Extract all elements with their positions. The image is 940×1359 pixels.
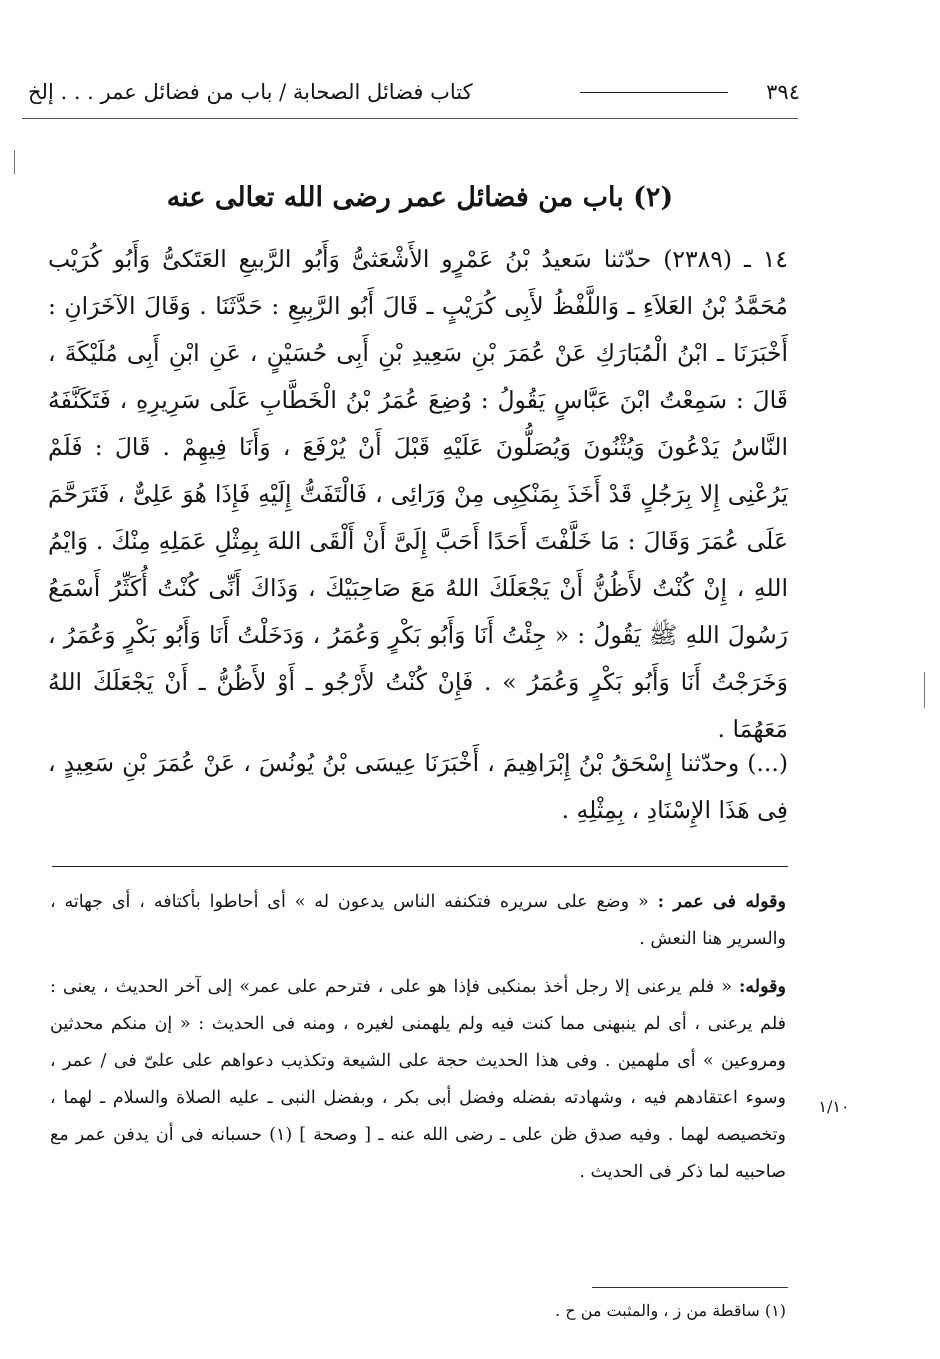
margin-mark [14,150,15,174]
commentary-lead: وقوله فى عمر : [657,892,786,912]
margin-mark [924,672,925,708]
header-dash-rule [580,92,728,93]
footnote-divider [592,1287,788,1288]
commentary-text: « فلم يرعنى إلا رجل أخذ بمنكبى فإذا هو على ، فترحم على عمر» إلى آخر الحديث ، يعنى : فلم يرعنى ، أى لم ينبهنى مما كنت فيه ولم يلهمنى لغيره ، ومنه فى الحديث : « إن منكم محدثين ومروعين » أى ملهمين . وفى هذا الحديث حجة على الشيعة وتكذيب دعواهم على علىّ فى / عمر ، وسوء اعتقادهم فيه ، وشهادته بفضله وفضل أبى بكر ، وبفضل النبى ـ عليه الصلاة والسلام ـ لهما ، وتخصيصه لهما . وفيه صدق ظن على ـ رضى الله عنه ـ [ وصحة ] (١) حسبانه فى أن يدفن عمر مع صاحبيه لما ذكر فى الحديث . [50,977,786,1182]
running-header [28,72,800,112]
header-divider [22,118,798,119]
margin-reference: ١/١٠ [818,1097,850,1116]
commentary-divider [52,866,788,867]
commentary-paragraph [50,969,786,1191]
commentary-lead: وقوله: [738,977,786,997]
running-title: كتاب فضائل الصحابة / باب من فضائل عمر . . . إلخ [28,80,473,104]
commentary-paragraph [50,884,786,958]
hadith-chain-paragraph: (...) وحدّثنا إِسْحَقُ بْنُ إِبْرَاهِيمَ ، أَخْبَرَنَا عِيسَى بْنُ يُونُسَ ، عَنْ عُمَرَ بْنِ سَعِيدٍ ، فِى هَذَا الإِسْنَادِ ، بِمِثْلِهِ . [48,749,788,824]
hadith-paragraph: ١٤ ـ (٢٣٨٩) حدّثنا سَعيدُ بْنُ عَمْرٍو الأَشْعَثىُّ وَأَبُو الرَّبيعِ العَتَكىُّ وَأَبُو كُرَيْب مُحَمَّدُ بْنُ العَلاَءِ ـ وَاللَّفْظُ لأَبِى كُرَيْبٍ ـ قَالَ أَبُو الرَّبِيعِ : حَدَّثَنَا . وَقَالَ الآخَرَانِ : أَخْبَرَنَا ـ ابْنُ الْمُبَارَكِ عَنْ عُمَرَ بْنِ سَعِيدِ بْنِ أَبِى حُسَيْنٍ ، عَنِ ابْنِ أَبِى مُلَيْكَةَ ، قَالَ : سَمِعْتُ ابْنَ عَبَّاسٍ يَقُولُ : وُضِعَ عُمَرُ بْنُ الْخَطَّابِ عَلَى سَرِيرِهِ ، فَتَكَنَّفَهُ النَّاسُ يَدْعُونَ وَيُثْنُونَ وَيُصَلُّونَ عَلَيْهِ قَبْلَ أَنْ يُرْفَعَ ، وَأَنَا فِيهِمْ . قَالَ : فَلَمْ يَرُعْنِى إِلا بِرَجُلٍ قَدْ أَخَذَ بِمَنْكِبِى مِنْ وَرَائِى ، فَالْتَفَتُّ إِلَيْهِ فَإِذَا هُوَ عَلِىٌّ ، فَتَرَحَّمَ عَلَى عُمَرَ وَقَالَ : مَا خَلَّفْتَ أَحَدًا أَحَبَّ إِلَىَّ أَنْ أَلْقَى اللهَ بِمِثْلِ عَمَلِهِ مِنْكَ . وَايْمُ اللهِ ، إِنْ كُنْتُ لأَظُنُّ أَنْ يَجْعَلَكَ اللهُ مَعَ صَاحِبَيْكَ ، وَذَاكَ أَنِّى كُنْتُ أُكَثِّرُ أَسْمَعُ رَسُولَ اللهِ ﷺ يَقُولُ : « جِئْتُ أَنَا وَأَبُو بَكْرٍ وَعُمَرُ ، وَدَخَلْتُ أَنَا وَأَبُو بَكْرٍ وَعُمَرُ ، وَخَرَجْتُ أَنَا وَأَبُو بَكْرٍ وَعُمَرُ » . فَإِنْ كُنْتُ لأَرْجُو ـ أَوْ لأَظُنُّ ـ أَنْ يَجْعَلَكَ اللهُ مَعَهُمَا . [48,245,788,743]
chapter-title: (٢) باب من فضائل عمر رضى الله تعالى عنه [166,182,674,213]
footnote: (١) ساقطة من ز ، والمثبت من ح . [555,1301,786,1320]
page-number: ٣٩٤ [766,80,800,104]
commentary-text: « وضع على سريره فتكنفه الناس يدعون له » أى أحاطوا بأكتافه ، أى جهاته ، والسرير هنا النعش . [50,892,786,949]
